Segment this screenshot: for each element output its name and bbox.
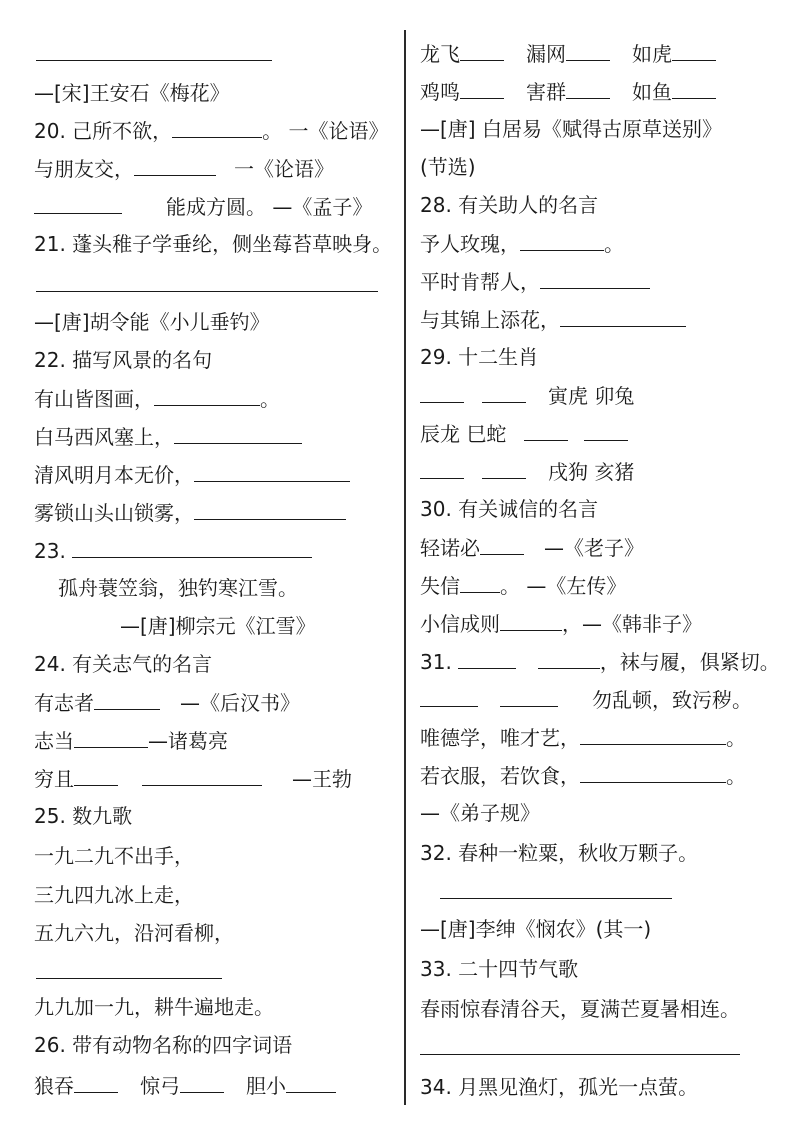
answer-blank[interactable] [460,40,504,61]
answer-blank[interactable] [520,230,604,251]
idiom-line: 龙飞 漏网 如虎 [420,40,716,67]
quote-line: 唯德学，唯才艺， 。 [420,726,746,750]
quote-line: 予人玫瑰， 。 [420,232,624,256]
quote-line: 清风明月本无价， [34,461,350,488]
quote-line: 小信成则 ，—《韩非子》 [420,612,702,636]
quote-line: 与其锦上添花， [420,306,686,333]
idiom-line: 狼吞 惊弓 胆小 [34,1072,336,1099]
answer-blank[interactable] [180,1072,224,1093]
question-33: 33. 二十四节气歌 [420,957,579,981]
song-line: 春雨惊春清谷天，夏满芒夏暑相连。 [420,997,740,1021]
answer-blank[interactable] [286,1072,336,1093]
question-21: 21. 蓬头稚子学垂纶，侧坐莓苔草映身。 [34,232,393,256]
answer-blank[interactable] [672,40,716,61]
quote-line: 有志者 —《后汉书》 [34,691,300,715]
quote-line: 雾锁山头山锁雾， [34,499,346,526]
answer-blank[interactable] [458,648,516,669]
question-29: 29. 十二生肖 [420,345,539,369]
answer-blank[interactable] [524,420,568,441]
answer-blank[interactable] [420,458,464,479]
answer-blank[interactable] [74,765,118,786]
song-line: 一九二九不出手， [34,844,194,868]
answer-blank[interactable] [482,382,526,403]
answer-blank[interactable] [94,689,160,710]
zodiac-line: 寅虎 卯兔 [420,382,634,409]
quote-line: 能成方圆。 —《孟子》 [34,193,372,220]
quote-line: 志当 —诸葛亮 [34,729,228,753]
quote-line: 勿乱顿，致污秽。 [420,686,752,713]
question-32: 32. 春种一粒粟，秋收万颗子。 [420,841,699,865]
idiom-line: 鸡鸣 害群 如鱼 [420,78,716,105]
question-26: 26. 带有动物名称的四字词语 [34,1033,293,1057]
answer-blank[interactable] [72,537,312,558]
answer-blank[interactable] [172,117,262,138]
citation: —[唐]胡令能《小儿垂钓》 [34,310,270,334]
song-line: 三九四九冰上走， [34,883,194,907]
quote-line: 穷且 —王勃 [34,767,352,791]
question-23: 23. [34,537,312,564]
answer-blank[interactable] [420,382,464,403]
answer-line[interactable] [440,898,672,899]
answer-line[interactable] [36,291,378,292]
answer-blank[interactable] [480,534,524,555]
answer-blank[interactable] [580,762,726,783]
answer-blank[interactable] [540,268,650,289]
quote-line: 20. 己所不欲， 。 一《论语》 [34,119,389,143]
answer-blank[interactable] [500,610,562,631]
poem-line: 孤舟蓑笠翁，独钓寒江雪。 [58,576,298,600]
answer-blank[interactable] [142,765,262,786]
quote-line: 白马西风塞上， [34,423,302,450]
quote-line: 有山皆图画， 。 [34,387,280,411]
question-24: 24. 有关志气的名言 [34,652,213,676]
zodiac-line: 辰龙 巳蛇 [420,420,628,447]
answer-line[interactable] [36,978,222,979]
answer-blank[interactable] [174,423,302,444]
quote-line: 若衣服，若饮食， 。 [420,764,746,788]
question-25: 25. 数九歌 [34,804,133,828]
answer-blank[interactable] [584,420,628,441]
citation: —[唐] 白居易《赋得古原草送别》 [420,117,722,141]
citation: —[唐]柳宗元《江雪》 [120,614,316,638]
citation: —[唐]李绅《悯农》(其一) [420,917,652,941]
question-34: 34. 月黑见渔灯，孤光一点萤。 [420,1075,699,1099]
answer-blank[interactable] [74,727,148,748]
question-31: 31. ，袜与履，俱紧切。 [420,650,780,674]
answer-line[interactable] [420,1054,740,1055]
citation: —《弟子规》 [420,801,540,825]
zodiac-line: 戌狗 亥猪 [420,458,634,485]
quote-line: 轻诺必 —《老子》 [420,536,644,560]
song-line: 九九加一九，耕牛遍地走。 [34,995,274,1019]
citation: —[宋]王安石《梅花》 [34,81,230,105]
answer-blank[interactable] [482,458,526,479]
quote-line: 与朋友交， 一《论语》 [34,157,334,181]
song-line: 五九六九，沿河看柳， [34,921,234,945]
answer-blank[interactable] [154,385,260,406]
citation: (节选) [420,155,476,179]
answer-blank[interactable] [194,461,350,482]
answer-blank[interactable] [460,78,504,99]
answer-blank[interactable] [74,1072,118,1093]
answer-blank[interactable] [420,686,478,707]
question-28: 28. 有关助人的名言 [420,193,599,217]
answer-blank[interactable] [134,155,216,176]
answer-blank[interactable] [560,306,686,327]
question-30: 30. 有关诚信的名言 [420,497,599,521]
column-divider [404,30,406,1105]
answer-blank[interactable] [566,78,610,99]
answer-blank[interactable] [194,499,346,520]
answer-blank[interactable] [538,648,600,669]
answer-blank[interactable] [580,724,726,745]
answer-blank[interactable] [34,193,122,214]
quote-line: 平时肯帮人， [420,268,650,295]
question-22: 22. 描写风景的名句 [34,348,213,372]
answer-blank[interactable] [500,686,558,707]
answer-blank[interactable] [566,40,610,61]
answer-line[interactable] [36,60,272,61]
answer-blank[interactable] [672,78,716,99]
quote-line: 失信 。 —《左传》 [420,574,627,598]
answer-blank[interactable] [460,572,500,593]
